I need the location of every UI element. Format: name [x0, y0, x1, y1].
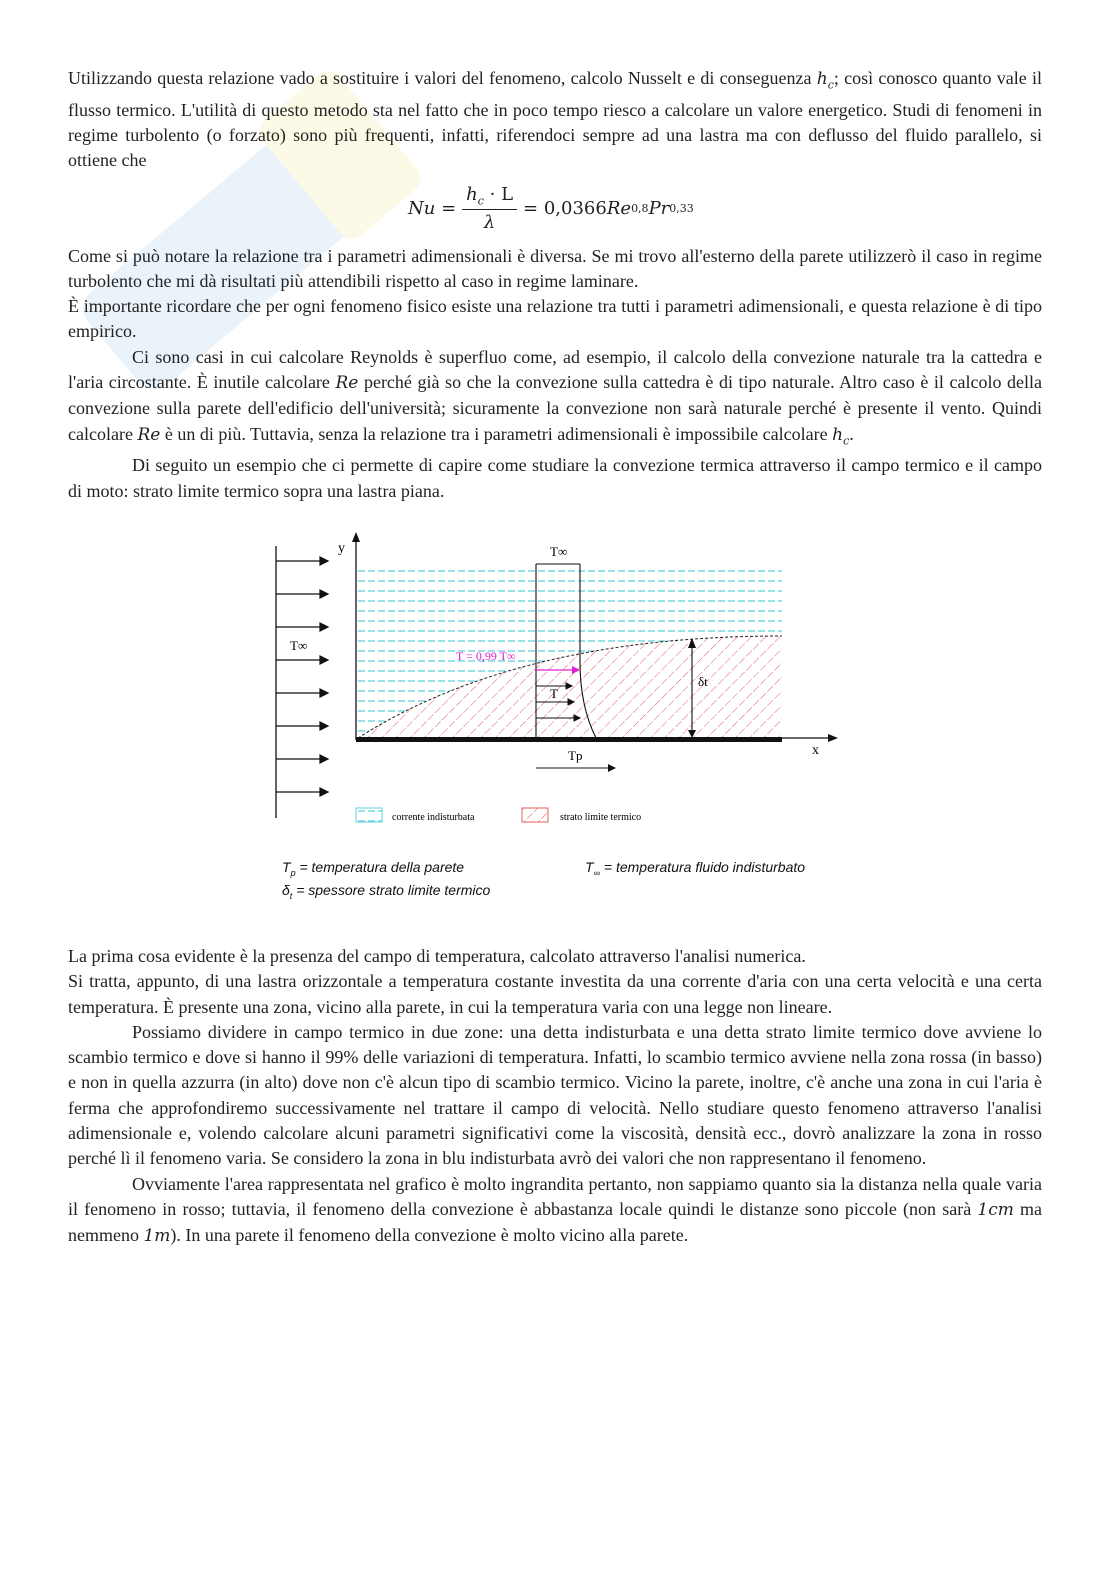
formula-lhs: Nu =: [408, 197, 457, 219]
paragraph-6: La prima cosa evidente è la presenza del campo di temperatura, calcolato attraverso l'analisi numerica.: [68, 945, 806, 966]
caption-tinf: $T_\infty$ = temperatura fluido indisturbato: [585, 858, 806, 878]
page-content: [68, 66, 1042, 1250]
paragraph-5: Di seguito un esempio che ci permette di capire come studiare la convezione termica attraverso il campo termico e il campo di moto: strato limite termico sopra una lastra piana.: [68, 455, 1042, 501]
formula-fraction: $\frac{h_c \cdot L}{\lambda}$: [462, 184, 517, 234]
label-delta: δt: [698, 673, 708, 689]
formula-rhs: = 0,0366: [523, 197, 607, 219]
inflow-arrows: [276, 557, 328, 796]
legend-blue-swatch: [356, 808, 382, 822]
paragraph-intro: Utilizzando questa relazione vado a sostituire i valori del fenomeno, calcolo Nusselt e di conseguenza $h_c$; così conosco quanto vale il flusso termico. L'utilità di questo metodo sta nel fatto che in poco tempo riesco a calcolare un valore energetico. Studi di fenomeni in regime turbolento (o forzato) sono più frequenti, infatti, riferendoci sempre ad una lastra ma con deflusso del fluido parallelo, si ottiene che: [68, 68, 1042, 171]
boundary-layer-diagram: [268, 526, 848, 916]
label-t: T: [550, 685, 558, 701]
caption-tp: $T_p$ = temperatura della parete: [282, 858, 465, 878]
paragraph-3: È importante ricordare che per ogni fenomeno fisico esiste una relazione tra tutti i parametri adimensionali, e questa relazione è di tipo empirico.: [68, 296, 1042, 342]
label-tinf-left: T∞: [290, 637, 308, 653]
legend-red-swatch: [522, 808, 548, 822]
paragraph-7: Si tratta, appunto, di una lastra orizzontale a temperatura costante investita da una corrente d'aria con una certa velocità e una certa temperatura. È presente una zona, vicino alla parete, in cui la temperatura varia con una legge non lineare.: [68, 971, 1042, 1017]
paragraph-2: Come si può notare la relazione tra i parametri adimensionali è diversa. Se mi trovo all'esterno della parete utilizzerò il caso in regime turbolento che mi dà risultati più attendibili rispetto al caso in regime laminare.: [68, 245, 1042, 291]
legend-red-label: strato limite termico: [560, 811, 642, 823]
label-tinf-top: T∞: [550, 543, 568, 559]
paragraph-9: Ovviamente l'area rappresentata nel grafico è molto ingrandita pertanto, non sappiamo quanto sia la distanza nella quale varia il fenomeno in rosso; tuttavia, il fenomeno della convezione è abbastanza locale quindi le distanze sono piccole (non sarà 1cm ma nemmeno 1m). In una parete il fenomeno della convezione è molto vicino alla parete.: [68, 1173, 1043, 1247]
legend-blue-label: corrente indisturbata: [392, 811, 475, 823]
paragraph-8: Possiamo dividere in campo termico in due zone: una detta indisturbata e una detta strato limite termico dove avviene lo scambio termico e dove si hanno il 99% delle variazioni di temperatura. Infatti, lo scambio termico avviene nella zona rossa (in basso) e non in quella azzurra (in alto) dove non c'è alcun tipo di scambio termico. Vicino la parete, inoltre, c'è anche una zona in cui l'aria è ferma che approfondiremo successivamente nel trattare il campo di velocità. Nello studiare questo fenomeno attraverso l'analisi adimensionale e, volendo calcolare alcuni parametri significativi come la viscosità, densità ecc., dovrò analizzare la zona in rosso perché lì il fenomeno varia. Se considero la zona in blu indisturbata avrò dei valori che non rappresentano il fenomeno.: [68, 1021, 1042, 1169]
hc-symbol: $h_c$: [816, 69, 834, 92]
label-x: x: [812, 742, 819, 758]
plate: [356, 737, 782, 742]
caption-delta: $\delta_t$ = spessore strato limite termico: [282, 881, 491, 901]
nusselt-formula: Nu = $\frac{h_c \cdot L}{\lambda}$ = 0,0366 Re 0,8 Pr 0,33: [408, 183, 694, 234]
label-tp: Tp: [568, 747, 583, 763]
paragraph-4: Ci sono casi in cui calcolare Reynolds è superfluo come, ad esempio, il calcolo della convezione naturale tra la cattedra e l'aria circostante. È inutile calcolare Re perché già so che la convezione sulla cattedra è di tipo naturale. Altro caso è il calcolo della convezione sulla parete dell'edificio dell'università; sicuramente la convezione non sarà naturale perché è presente il vento. Quindi calcolare Re è un di più. Tuttavia, senza la relazione tra i parametri adimensionali è impossibile calcolare $h_c$.: [68, 346, 1042, 448]
label-y: y: [338, 540, 345, 556]
boundary-layer-figure: [68, 504, 1042, 944]
label-t099: T = 0,99 T∞: [456, 648, 516, 663]
